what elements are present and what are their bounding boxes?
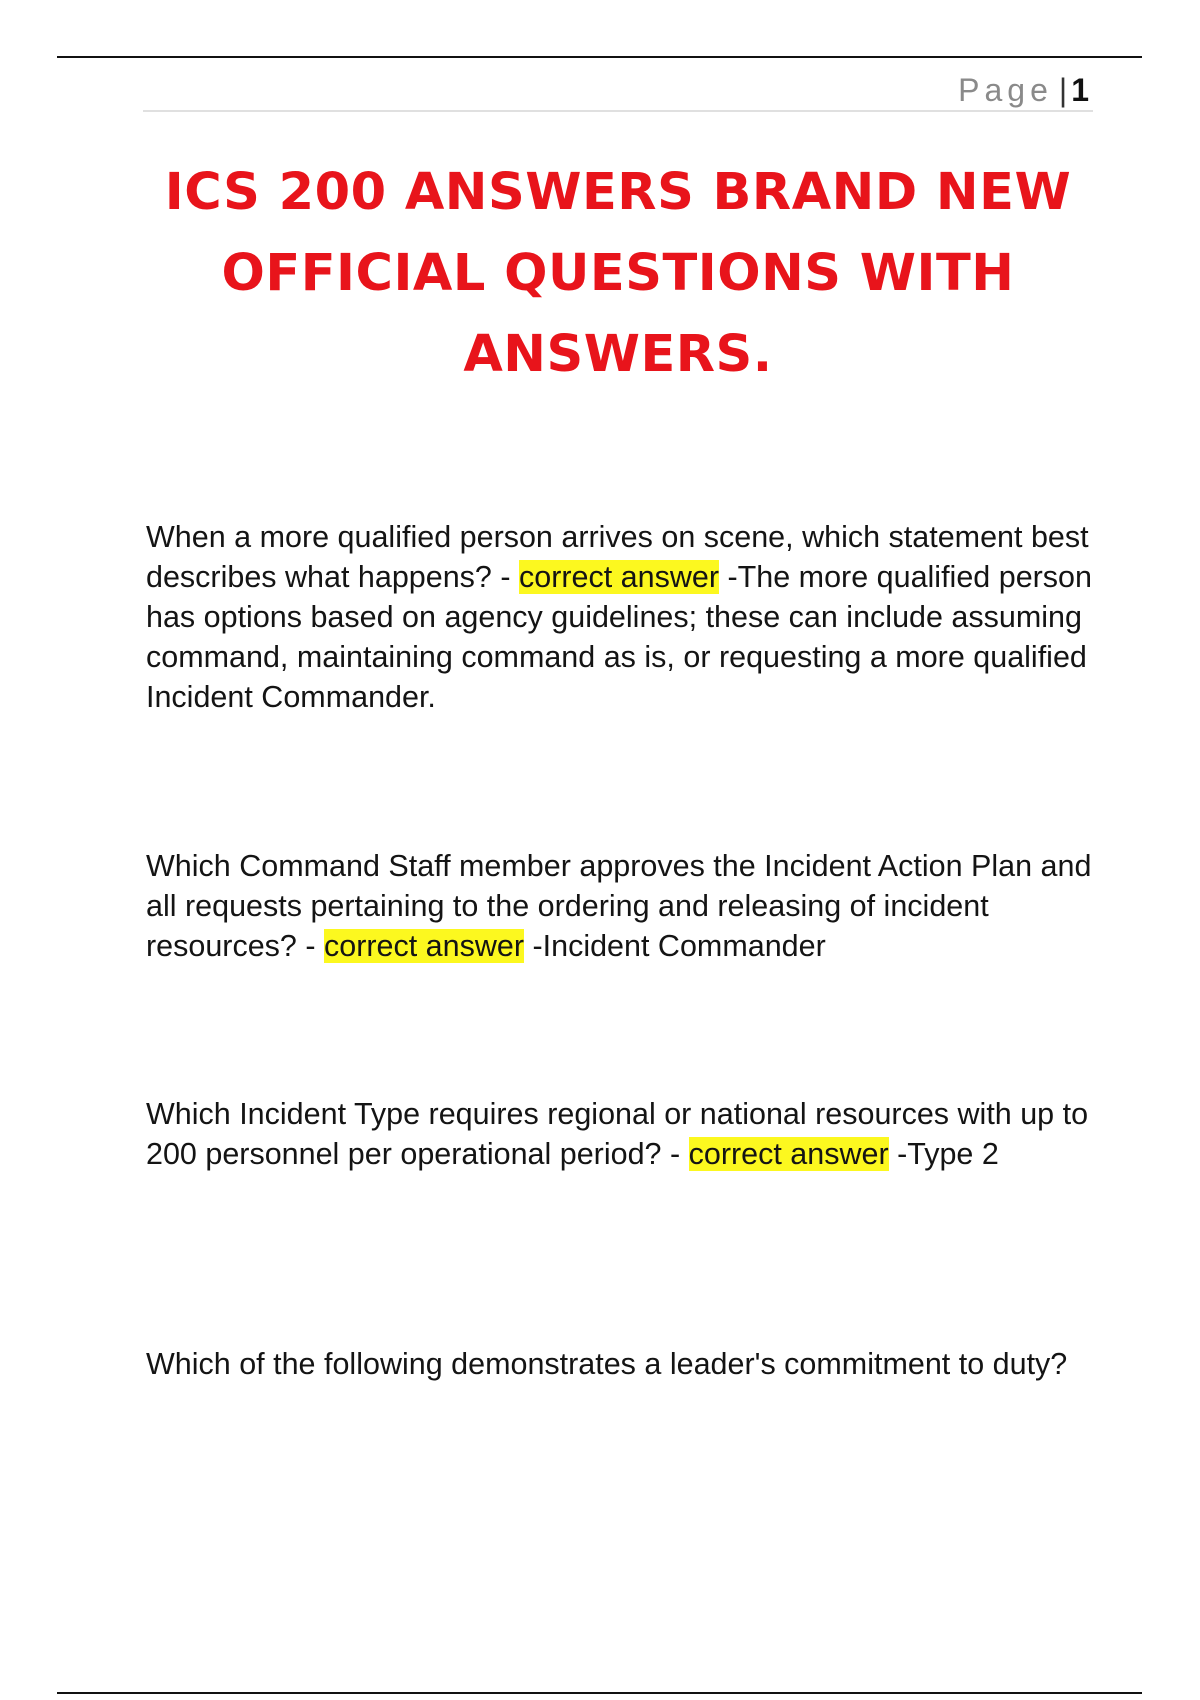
qa-item <box>146 1094 1101 1174</box>
page-separator: | <box>1058 72 1068 108</box>
question-text: Which of the following demonstrates a leader's commitment to duty? <box>146 1347 1068 1381</box>
answer-text: -Type 2 <box>888 1137 999 1171</box>
correct-answer-highlight: correct answer <box>323 929 524 963</box>
qa-item <box>146 846 1101 966</box>
document-title: ICS 200 ANSWERS BRAND NEW OFFICIAL QUESTIONS WITH ANSWERS. <box>164 163 1072 384</box>
bottom-rule <box>57 1692 1142 1694</box>
correct-answer-highlight: correct answer <box>519 560 720 594</box>
question-text: Which Incident Type requires regional or national resources with up to 200 personnel per operational period? - <box>146 1097 1089 1171</box>
page-label: Page <box>958 72 1053 108</box>
top-rule <box>57 56 1142 58</box>
page-number-header <box>958 70 1089 110</box>
qa-item <box>146 1344 1101 1384</box>
header-underline <box>143 110 1093 112</box>
qa-item <box>146 517 1101 717</box>
page-number: 1 <box>1071 72 1089 108</box>
question-text: When a more qualified person arrives on scene, which statement best describes what happens? - <box>146 520 1089 594</box>
question-text: Which Command Staff member approves the Incident Action Plan and all requests pertaining to the ordering and releasing of incident resources? - <box>146 849 1092 963</box>
answer-text: -Incident Commander <box>524 929 826 963</box>
correct-answer-highlight: correct answer <box>688 1137 889 1171</box>
answer-text: -The more qualified person has options based on agency guidelines; these can include assuming command, maintaining command as is, or requesting a more qualified Incident Commander. <box>146 560 1092 714</box>
